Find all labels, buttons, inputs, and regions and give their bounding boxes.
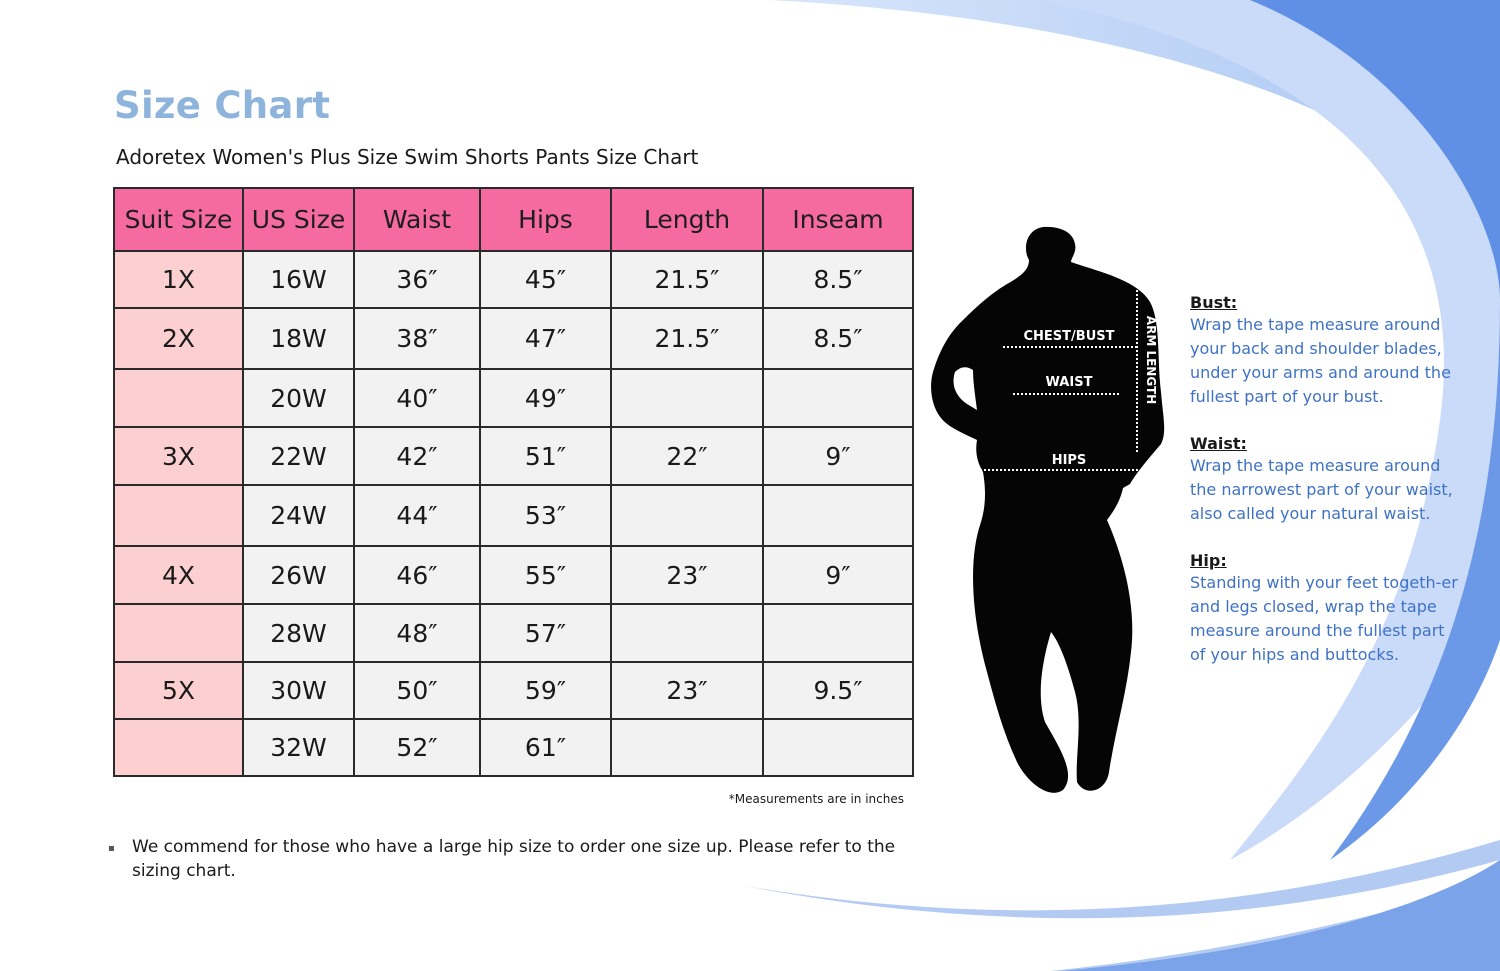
length-cell: 23″ xyxy=(611,662,763,719)
guide-bust-text: Wrap the tape measure around your back and shoulder blades, under your arms and around the fullest part of your bust. xyxy=(1190,315,1451,406)
hips-cell: 57″ xyxy=(480,604,611,662)
suit-size-cell: 3X xyxy=(114,427,243,485)
inseam-cell: 9.5″ xyxy=(763,662,913,719)
table-row xyxy=(114,369,913,427)
inseam-cell xyxy=(763,604,913,662)
us-size-cell: 16W xyxy=(243,251,354,308)
waist-cell: 46″ xyxy=(354,546,480,604)
guide-hip-heading: Hip: xyxy=(1190,551,1227,570)
guide-hip-text: Standing with your feet togeth-er and legs closed, wrap the tape measure around the fullest part of your hips and buttocks. xyxy=(1190,573,1458,664)
measurement-note: *Measurements are in inches xyxy=(728,792,904,806)
us-size-cell: 28W xyxy=(243,604,354,662)
guide-waist xyxy=(1190,433,1460,526)
table-row xyxy=(114,251,913,308)
chest-bust-label: CHEST/BUST xyxy=(1023,329,1115,344)
waist-cell: 36″ xyxy=(354,251,480,308)
length-cell: 23″ xyxy=(611,546,763,604)
guide-bust-heading: Bust: xyxy=(1190,293,1238,312)
page-title: Size Chart xyxy=(114,84,331,127)
hips-cell: 59″ xyxy=(480,662,611,719)
suit-size-cell xyxy=(114,485,243,546)
header-hips: Hips xyxy=(480,188,611,251)
waist-cell: 48″ xyxy=(354,604,480,662)
us-size-cell: 24W xyxy=(243,485,354,546)
measurement-guides xyxy=(1190,292,1460,691)
waist-cell: 38″ xyxy=(354,308,480,369)
length-cell xyxy=(611,719,763,776)
hips-cell: 55″ xyxy=(480,546,611,604)
header-inseam: Inseam xyxy=(763,188,913,251)
header-us-size: US Size xyxy=(243,188,354,251)
inseam-cell: 8.5″ xyxy=(763,308,913,369)
header-suit-size: Suit Size xyxy=(114,188,243,251)
hips-cell: 49″ xyxy=(480,369,611,427)
length-cell xyxy=(611,604,763,662)
guide-bust xyxy=(1190,292,1460,409)
us-size-cell: 30W xyxy=(243,662,354,719)
waist-cell: 44″ xyxy=(354,485,480,546)
inseam-cell xyxy=(763,369,913,427)
suit-size-cell: 2X xyxy=(114,308,243,369)
hips-cell: 47″ xyxy=(480,308,611,369)
table-row xyxy=(114,662,913,719)
table-header-row xyxy=(114,188,913,251)
waist-cell: 52″ xyxy=(354,719,480,776)
inseam-cell: 8.5″ xyxy=(763,251,913,308)
bullet-icon: ▪ xyxy=(108,843,115,854)
suit-size-cell: 4X xyxy=(114,546,243,604)
inseam-cell: 9″ xyxy=(763,427,913,485)
suit-size-cell xyxy=(114,719,243,776)
size-recommendation-note xyxy=(108,835,908,883)
suit-size-cell: 5X xyxy=(114,662,243,719)
inseam-cell: 9″ xyxy=(763,546,913,604)
waist-cell: 50″ xyxy=(354,662,480,719)
hips-label: HIPS xyxy=(1051,453,1087,468)
table-row xyxy=(114,719,913,776)
guide-waist-heading: Waist: xyxy=(1190,434,1247,453)
guide-hip xyxy=(1190,550,1460,667)
waist-label: WAIST xyxy=(1045,375,1093,390)
header-length: Length xyxy=(611,188,763,251)
page-subtitle: Adoretex Women's Plus Size Swim Shorts Pants Size Chart xyxy=(116,145,699,169)
table-row xyxy=(114,427,913,485)
hips-cell: 61″ xyxy=(480,719,611,776)
header-waist: Waist xyxy=(354,188,480,251)
hips-cell: 51″ xyxy=(480,427,611,485)
table-row xyxy=(114,546,913,604)
suit-size-cell xyxy=(114,369,243,427)
length-cell xyxy=(611,485,763,546)
length-cell: 21.5″ xyxy=(611,308,763,369)
guide-waist-text: Wrap the tape measure around the narrowest part of your waist, also called your natural waist. xyxy=(1190,456,1453,523)
length-cell xyxy=(611,369,763,427)
waist-cell: 42″ xyxy=(354,427,480,485)
length-cell: 21.5″ xyxy=(611,251,763,308)
suit-size-cell xyxy=(114,604,243,662)
inseam-cell xyxy=(763,719,913,776)
us-size-cell: 20W xyxy=(243,369,354,427)
length-cell: 22″ xyxy=(611,427,763,485)
size-table xyxy=(113,187,914,777)
suit-size-cell: 1X xyxy=(114,251,243,308)
waist-cell: 40″ xyxy=(354,369,480,427)
us-size-cell: 32W xyxy=(243,719,354,776)
us-size-cell: 22W xyxy=(243,427,354,485)
table-row xyxy=(114,485,913,546)
size-recommendation-text: We commend for those who have a large hip size to order one size up. Please refer to the sizing chart. xyxy=(132,837,896,881)
inseam-cell xyxy=(763,485,913,546)
us-size-cell: 18W xyxy=(243,308,354,369)
table-row xyxy=(114,308,913,369)
hips-cell: 45″ xyxy=(480,251,611,308)
body-silhouette-icon xyxy=(925,222,1175,797)
hips-cell: 53″ xyxy=(480,485,611,546)
us-size-cell: 26W xyxy=(243,546,354,604)
arm-length-label: ARM LENGTH xyxy=(1144,315,1158,405)
table-row xyxy=(114,604,913,662)
